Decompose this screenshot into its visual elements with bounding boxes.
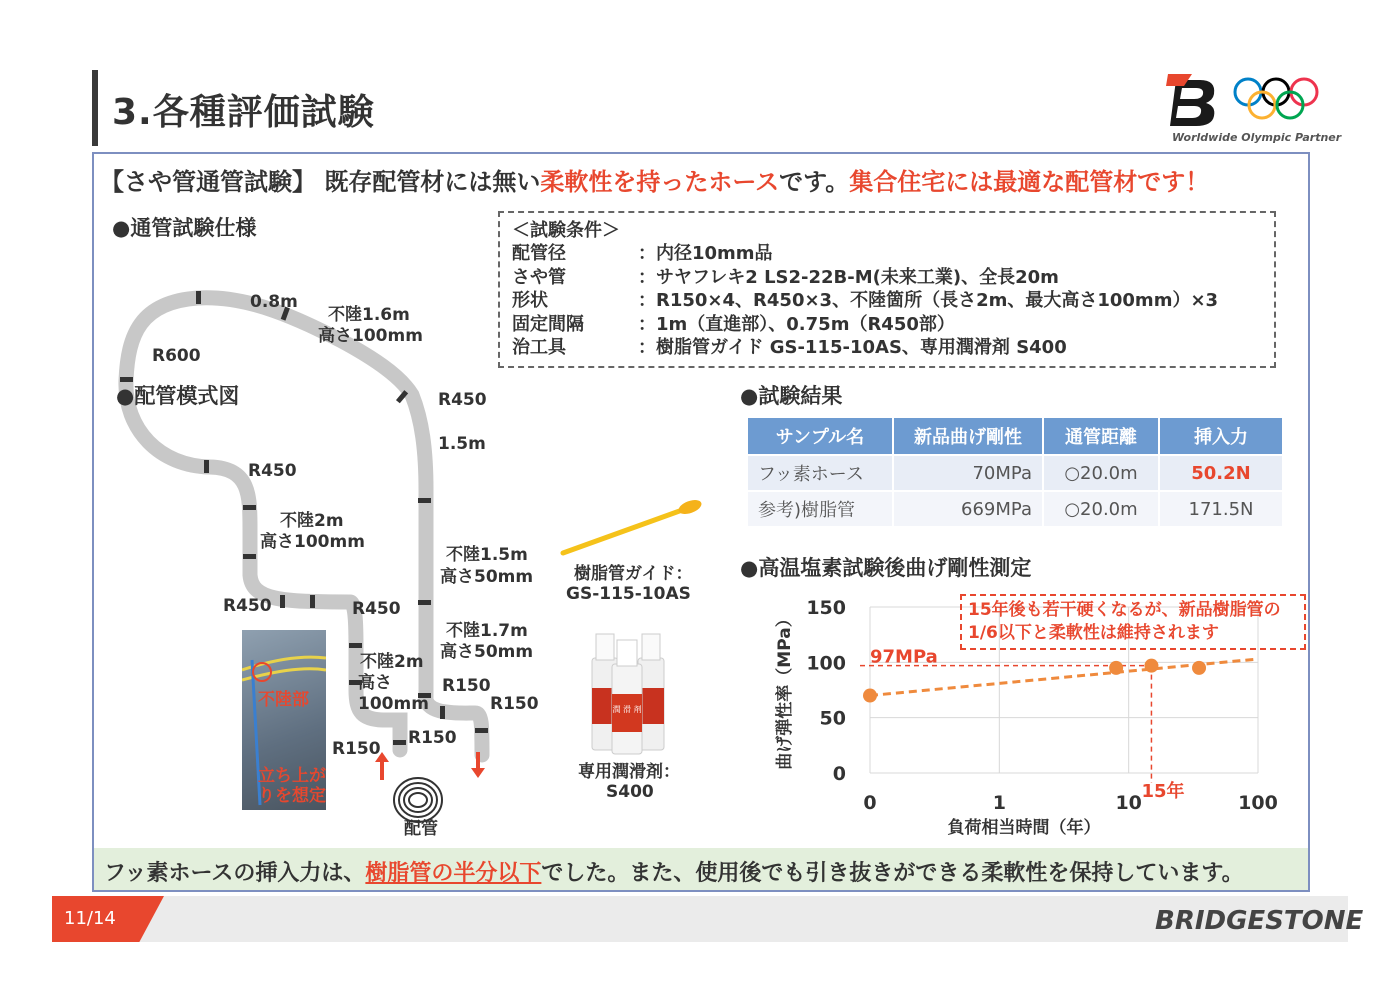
- bottle-label: 潤 滑 剤: [612, 705, 642, 714]
- lubricant-label: 専用潤滑剤：: [578, 762, 680, 782]
- bridgestone-b-logo: [1166, 74, 1214, 126]
- resin-guide-image: [555, 495, 707, 560]
- x-axis-label: 負荷相当時間（年）: [947, 818, 1101, 838]
- chart-note: 15年後も若干硬くなるが、新品樹脂管の1/6以下と柔軟性は維持されます: [960, 594, 1306, 650]
- label-length: 1.5m: [438, 434, 486, 454]
- page-title: 3.各種評価試験: [112, 92, 375, 133]
- label-height-value: 100mm: [358, 694, 429, 714]
- logo-area: [1166, 72, 1330, 130]
- label-radius: R450: [352, 599, 401, 619]
- label-height: 高さ50mm: [440, 567, 534, 587]
- label-height: 高さ100mm: [318, 326, 423, 346]
- section-diagram-heading: ●配管模式図: [116, 384, 240, 408]
- label-flaw: 不陸1.7m: [446, 621, 528, 641]
- label-radius: R150: [408, 728, 457, 748]
- x-tick-label: 10: [1115, 792, 1142, 814]
- condition-row: 配管径 ：内径10mm品: [512, 243, 773, 264]
- guide-label: 樹脂管ガイド：: [574, 564, 693, 584]
- footer-strip: [52, 896, 1348, 942]
- olympic-partner-tagline: Worldwide Olympic Partner: [1172, 131, 1342, 144]
- pipe-coil-icon: [394, 778, 442, 822]
- x-tick-label: 1: [992, 792, 1006, 814]
- y-tick-label: 150: [806, 597, 846, 619]
- x-tick-label: 0: [863, 792, 877, 814]
- data-point: [1144, 659, 1158, 673]
- y-tick-label: 100: [806, 652, 846, 675]
- lubricant-bottles-image: [582, 628, 674, 756]
- label-radius: R600: [152, 346, 201, 366]
- condition-row: 形状 ：R150×4、R450×3、不陸箇所（長さ2m、最大高さ100mm）×3: [512, 290, 1219, 311]
- label-height: 高さ50mm: [440, 642, 534, 662]
- y-tick-label: 50: [819, 707, 846, 730]
- olympic-rings-icon: [1235, 79, 1317, 118]
- label-pipe: 配管: [404, 819, 438, 839]
- brand-wordmark: BRIDGESTONE: [1155, 906, 1364, 936]
- condition-row: 治工具 ：樹脂管ガイド GS-115-10AS、専用潤滑剤 S400: [512, 337, 1067, 358]
- summary-text: フッ素ホースの挿入力は、樹脂管の半分以下でした。また、使用後でも引き抜きができる柔軟性を保持しています。: [104, 861, 1244, 886]
- label-radius: R150: [442, 676, 491, 696]
- label-height: 高さ100mm: [260, 532, 365, 552]
- conditions-heading: ＜試験条件＞: [512, 220, 620, 241]
- label-height: 高さ: [358, 673, 392, 693]
- label-radius: R150: [332, 739, 381, 759]
- section-result-heading: ●試験結果: [740, 384, 843, 408]
- title-accent-bar: [92, 70, 98, 146]
- label-flaw: 不陸2m: [360, 652, 424, 672]
- col-sample: サンプル名: [747, 417, 893, 455]
- y-tick-label: 0: [832, 763, 846, 785]
- col-distance: 通管距離: [1043, 417, 1159, 455]
- photo-label-rise: りを想定: [258, 786, 326, 806]
- photo-label-rise: 立ち上が: [258, 766, 326, 786]
- page-number: 11/14: [64, 908, 116, 929]
- test-conditions-box: [498, 211, 1276, 368]
- label-flaw: 不陸1.5m: [446, 545, 528, 565]
- label-radius: R450: [438, 390, 487, 410]
- value-annotation: 97MPa: [870, 646, 938, 668]
- results-table: [746, 416, 1284, 528]
- col-stiffness: 新品曲げ剛性: [893, 417, 1043, 455]
- data-point: [1192, 661, 1206, 675]
- y-axis-label: 曲げ弾性率（MPa）: [775, 610, 795, 770]
- lubricant-model: S400: [606, 782, 654, 802]
- year-annotation: 15年: [1141, 781, 1185, 802]
- section-bend-heading: ●高温塩素試験後曲げ剛性測定: [740, 556, 1032, 580]
- col-force: 挿入力: [1159, 417, 1283, 455]
- table-row: フッ素ホース 70MPa ○20.0m 50.2N: [747, 455, 1283, 491]
- label-length: 0.8m: [250, 292, 298, 312]
- data-point: [1109, 661, 1123, 675]
- label-flaw: 不陸1.6m: [328, 305, 410, 325]
- condition-row: 固定間隔 ：1m（直進部）、0.75m（R450部）: [512, 313, 955, 335]
- data-point: [863, 689, 877, 703]
- label-radius: R450: [223, 596, 272, 616]
- x-tick-label: 100: [1238, 792, 1278, 814]
- label-radius: R150: [490, 694, 539, 714]
- photo-label-flaw: 不陸部: [258, 690, 309, 710]
- label-flaw: 不陸2m: [280, 511, 344, 531]
- section-spec-heading: ●通管試験仕様: [112, 216, 257, 240]
- label-radius: R450: [248, 461, 297, 481]
- headline: 【さや管通管試験】 既存配管材には無い柔軟性を持ったホースです。集合住宅には最適な配管材です！: [100, 168, 1210, 196]
- guide-model: GS-115-10AS: [566, 584, 691, 604]
- table-row: 参考)樹脂管 669MPa ○20.0m 171.5N: [747, 491, 1283, 527]
- condition-row: さや管 ：サヤフレキ2 LS2-22B-M(未来工業)、全長20m: [512, 266, 1059, 288]
